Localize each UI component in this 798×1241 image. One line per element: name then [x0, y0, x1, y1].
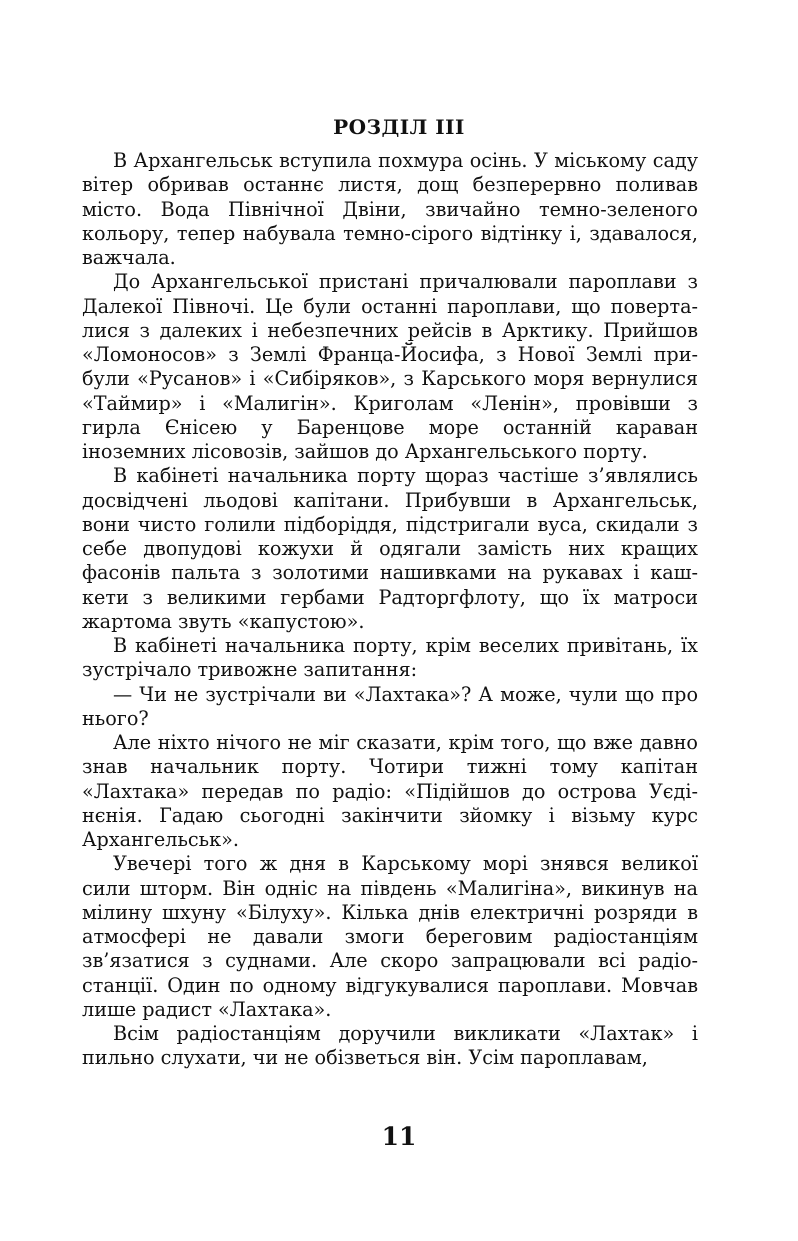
paragraph: До Архангельської пристані причалювали пароплави з Далекої Півночі. Це були останні пароплави, що поверталися з далеких і небезпечних рейсів в Арктику. Прийшов «Ломоносов» з Землі Франца-Йосифа, з Нової Землі прибули «Русанов» і «Сибіряков», з Карського моря вернулися «Таймир» і «Малигін». Криголам «Ленін», провівши з гирла Єнісею у Баренцове море останній караван іноземних лісовозів, зайшов до Архангельського порту.	[82, 270, 698, 463]
paragraph: В Архангельськ вступила похмура осінь. У міському саду вітер обривав останнє листя, дощ безперервно поливав місто. Вода Північної Двіни, звичайно темно-зеленого кольору, тепер набувала темно-сірого відтінку і, здавалося, важчала.	[82, 149, 698, 269]
paragraph: — Чи не зустрічали ви «Лахтака»? А може, чули що про нього?	[82, 682, 698, 730]
paragraph: В кабінеті начальника порту щораз частіше з’являлись досвідчені льодові капітани. Прибувши в Архангельськ, вони чисто голили підборіддя, підстригали вуса, скидали з себе двопудові кожухи й одягали замість них кращих фасонів пальта з золотими нашивками на рукавах і кашкети з великими гербами Радторгфлоту, що їх матроси жартома звуть «капустою».	[82, 464, 698, 633]
page-number: 11	[381, 1122, 417, 1151]
body-text	[82, 149, 698, 1071]
paragraph: Всім радіостанціям доручили викликати «Лахтак» і пильно слухати, чи не обізветься він. Усім пароплавам,	[82, 1022, 698, 1070]
paragraph: Але ніхто нічого не міг сказати, крім того, що вже давно знав начальник порту. Чотири тижні тому капітан «Лахтака» передав по радіо: «Підійшов до острова Уєдінєнія. Гадаю сьогодні закінчити зйомку і візьму курс Архангельськ».	[82, 731, 698, 851]
chapter-title: РОЗДІЛ ІІІ	[333, 115, 465, 140]
paragraph: Увечері того ж дня в Карському морі знявся великої сили шторм. Він одніс на південь «Малигіна», викинув на мілину шхуну «Білуху». Кілька днів електричні розряди в атмосфері не давали змоги береговим радіостанціям зв’язатися з суднами. Але скоро запрацювали всі радіостанції. Один по одному відгукувалися пароплави. Мовчав лише радист «Лахтака».	[82, 852, 698, 1021]
paragraph: В кабінеті начальника порту, крім веселих привітань, їх зустрічало тривожне запитання:	[82, 634, 698, 682]
